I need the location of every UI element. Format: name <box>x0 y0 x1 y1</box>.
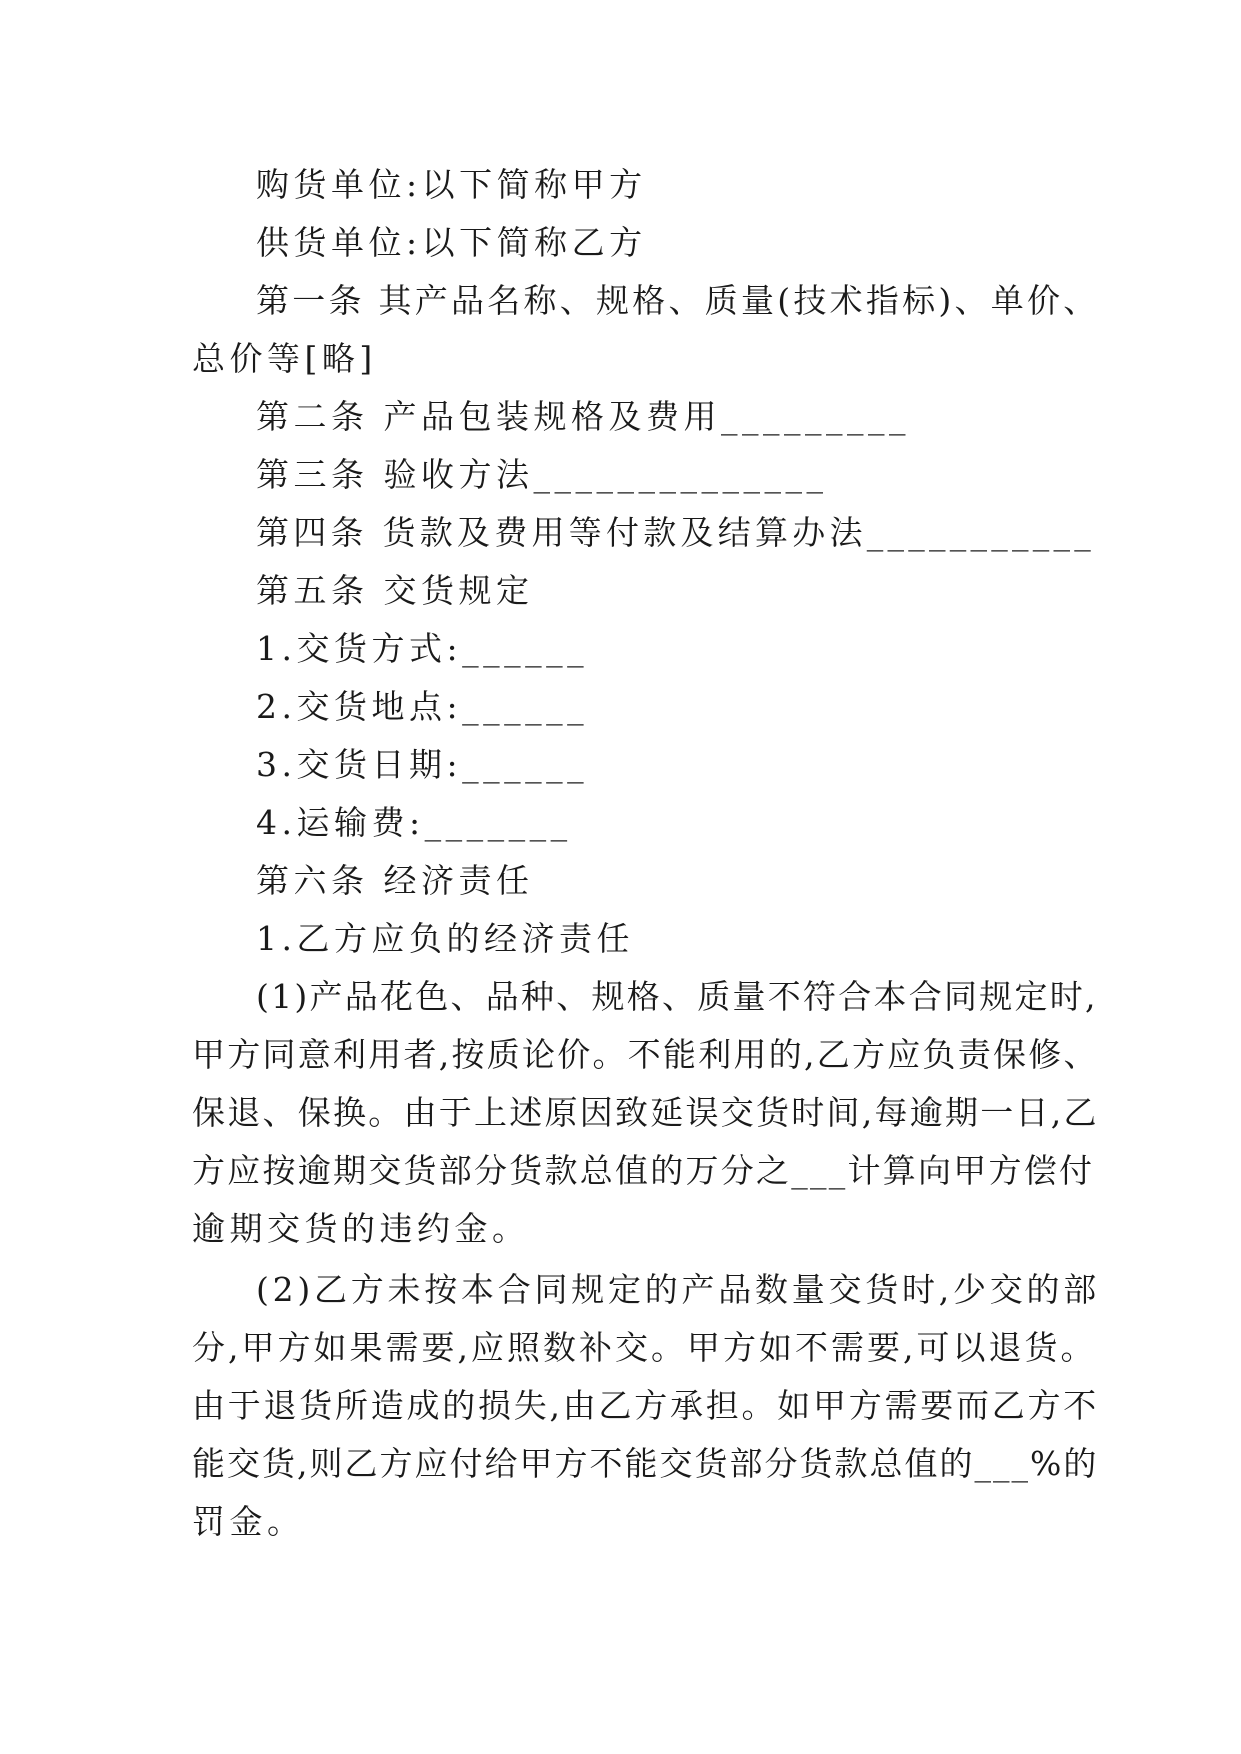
delivery-method: 1.交货方式:______ <box>256 629 589 668</box>
buyer-line: 购货单位:以下简称甲方 <box>256 165 647 204</box>
clause-2-line-1: (2)乙方未按本合同规定的产品数量交货时,少交的部 <box>256 1270 1100 1309</box>
clause-1-line-5: 逾期交货的违约金。 <box>192 1209 530 1248</box>
clause-2-line-5: 罚金。 <box>192 1502 305 1541</box>
article-6-heading: 第六条 经济责任 <box>256 861 534 900</box>
article-1-line-1: 第一条 其产品名称、规格、质量(技术指标)、单价、 <box>256 281 1100 320</box>
freight-cost: 4.运输费:_______ <box>256 803 572 842</box>
supplier-line: 供货单位:以下简称乙方 <box>256 223 647 262</box>
article-1-line-2: 总价等[略] <box>192 339 377 378</box>
article-5-heading: 第五条 交货规定 <box>256 571 534 610</box>
clause-2-line-3: 由于退货所造成的损失,由乙方承担。如甲方需要而乙方不 <box>192 1386 1099 1425</box>
clause-1-line-2: 甲方同意利用者,按质论价。不能利用的,乙方应负责保修、 <box>192 1035 1099 1074</box>
clause-2-line-4: 能交货,则乙方应付给甲方不能交货部分货款总值的___%的 <box>192 1444 1099 1483</box>
article-4: 第四条 货款及费用等付款及结算办法___________ <box>256 513 1095 552</box>
delivery-date: 3.交货日期:______ <box>256 745 589 784</box>
article-3: 第三条 验收方法______________ <box>256 455 828 494</box>
clause-2-line-2: 分,甲方如果需要,应照数补交。甲方如不需要,可以退货。 <box>192 1328 1097 1367</box>
delivery-location: 2.交货地点:______ <box>256 687 589 726</box>
clause-1-line-4: 方应按逾期交货部分货款总值的万分之___计算向甲方偿付 <box>192 1151 1095 1190</box>
clause-1-line-3: 保退、保换。由于上述原因致延误交货时间,每逾期一日,乙 <box>192 1093 1099 1132</box>
article-2: 第二条 产品包装规格及费用_________ <box>256 397 910 436</box>
party-b-liability-heading: 1.乙方应负的经济责任 <box>256 919 634 958</box>
clause-1-line-1: (1)产品花色、品种、规格、质量不符合本合同规定时, <box>256 977 1098 1016</box>
